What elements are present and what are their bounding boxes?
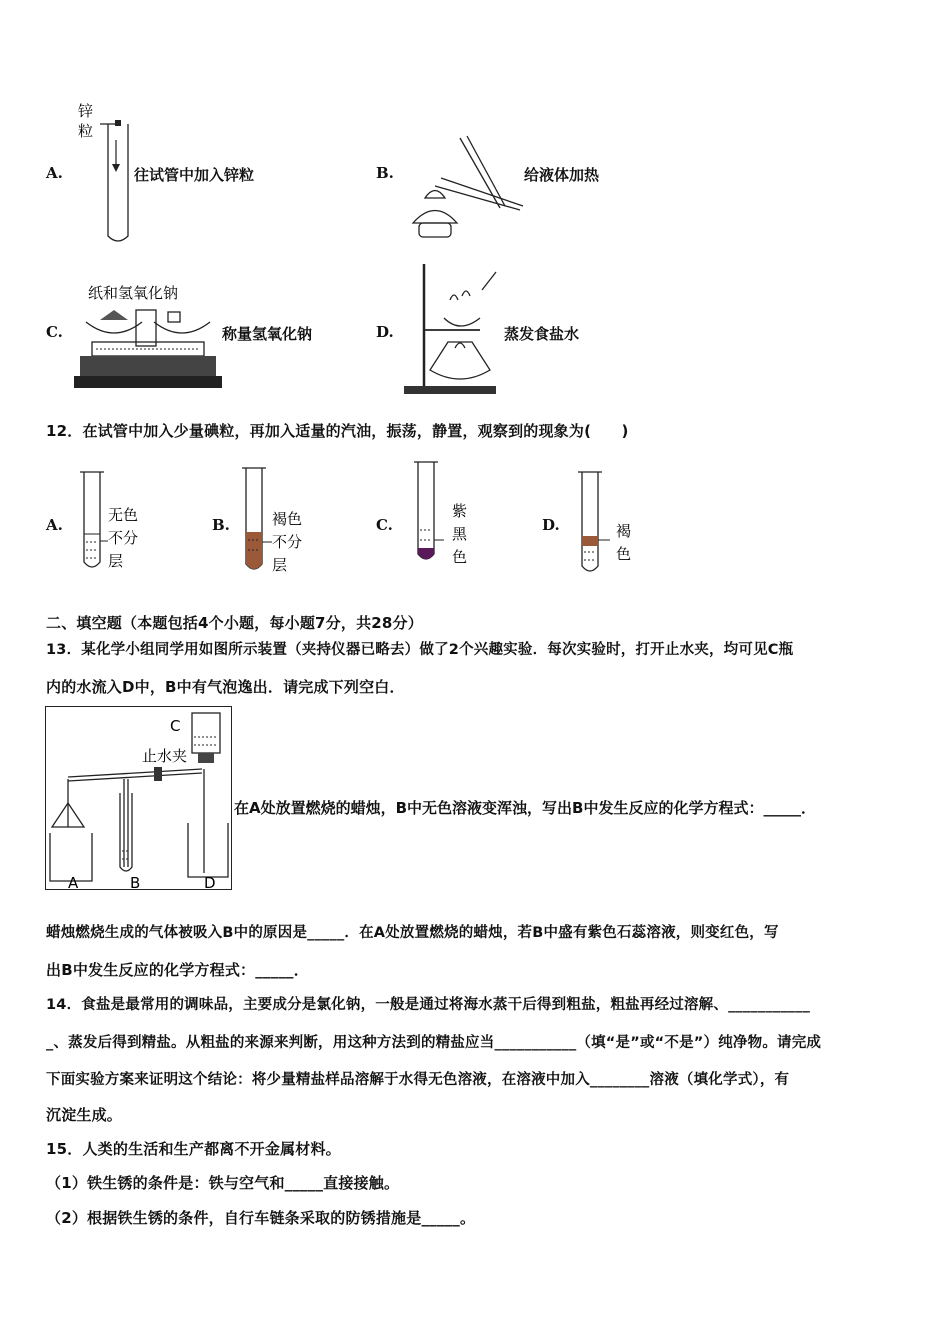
q12-option-a-letter: A. xyxy=(46,516,63,534)
q12-b-label-2: 不分 xyxy=(272,533,303,551)
option-a-letter: A. xyxy=(46,164,63,182)
q12-c-label-2: 黑 xyxy=(452,525,468,543)
section-2-heading: 二、填空题（本题包括4个小题，每小题7分，共28分） xyxy=(46,614,423,632)
q13-line-1: 13．某化学小组同学用如图所示装置（夹持仪器已略去）做了2个兴趣实验．每次实验时，打开止水夹，均可见C瓶 xyxy=(46,642,794,658)
q15-stem: 15．人类的生活和生产都离不开金属材料。 xyxy=(46,1140,341,1158)
q12-d-label-1: 褐 xyxy=(616,522,632,540)
q14-line-1: 14．食盐是最常用的调味品，主要成分是氯化钠，一般是通过将海水蒸干后得到粗盐，粗盐再经过溶解、___________ xyxy=(46,997,811,1013)
q15-part-1: （1）铁生锈的条件是：铁与空气和_____直接接触。 xyxy=(46,1174,400,1192)
balance-scale-illustration xyxy=(72,282,224,394)
q12-c-label-3: 色 xyxy=(452,548,468,566)
q12-tube-b xyxy=(240,466,320,576)
q12-a-label-2: 不分 xyxy=(108,529,139,547)
evaporation-setup-illustration xyxy=(400,260,500,396)
q13-apparatus-diagram xyxy=(45,706,232,890)
label-paper-naoh: 纸和氢氧化钠 xyxy=(88,284,179,302)
q12-option-c-letter: C. xyxy=(376,516,393,534)
q12-a-label-1: 无色 xyxy=(108,506,139,524)
q13-line-3: 蜡烛燃烧生成的气体被吸入B中的原因是_____．在A处放置燃烧的蜡烛，若B中盛有紫色石蕊溶液，则变红色，写 xyxy=(46,925,779,941)
label-a: A xyxy=(68,874,79,892)
q12-option-b-letter: B. xyxy=(212,516,230,534)
q15-part-2: （2）根据铁生锈的条件，自行车链条采取的防锈措施是_____。 xyxy=(46,1209,476,1227)
q14-line-3: 下面实验方案来证明这个结论：将少量精盐样品溶解于水得无色溶液，在溶液中加入________溶液（填化学式），有 xyxy=(46,1072,790,1088)
option-c-letter: C. xyxy=(46,323,63,341)
q12-stem: 12．在试管中加入少量碘粒，再加入适量的汽油，振荡，静置，观察到的现象为( ) xyxy=(46,422,629,440)
q12-d-label-2: 色 xyxy=(616,545,632,563)
q12-a-label-3: 层 xyxy=(108,552,124,570)
q12-tube-d xyxy=(576,468,656,578)
q12-c-label-1: 紫 xyxy=(452,502,468,520)
q13-line-4: 出B中发生反应的化学方程式：_____． xyxy=(46,961,309,979)
q12-option-d-letter: D. xyxy=(542,516,560,534)
label-c: C xyxy=(170,717,181,735)
q14-line-2: _、蒸发后得到精盐。从粗盐的来源来判断，用这种方法到的精盐应当___________（填“是”或“不是”）纯净物。请完成 xyxy=(46,1035,822,1051)
q12-tube-a xyxy=(78,466,158,576)
option-d-caption: 蒸发食盐水 xyxy=(504,325,580,343)
option-c-caption: 称量氢氧化钠 xyxy=(222,325,313,343)
q14-line-4: 沉淀生成。 xyxy=(46,1106,123,1124)
label-grain: 粒 xyxy=(78,122,94,140)
heating-liquid-illustration xyxy=(405,128,525,243)
q13-beside-diagram: 在A处放置燃烧的蜡烛，B中无色溶液变浑浊，写出B中发生反应的化学方程式：_____． xyxy=(234,799,816,817)
label-clamp: 止水夹 xyxy=(142,747,188,765)
label-zinc: 锌 xyxy=(78,102,94,120)
option-a-caption: 往试管中加入锌粒 xyxy=(134,166,255,184)
option-b-letter: B. xyxy=(376,164,394,182)
q13-line-2: 内的水流入D中，B中有气泡逸出．请完成下列空白． xyxy=(46,678,405,696)
label-b: B xyxy=(130,874,141,892)
q12-b-label-3: 层 xyxy=(272,556,288,574)
option-b-caption: 给液体加热 xyxy=(524,166,600,184)
q12-b-label-1: 褐色 xyxy=(272,510,303,528)
q12-tube-c xyxy=(412,460,492,572)
test-tube-zinc-illustration xyxy=(70,100,140,245)
label-d: D xyxy=(204,874,216,892)
option-d-letter: D. xyxy=(376,323,394,341)
